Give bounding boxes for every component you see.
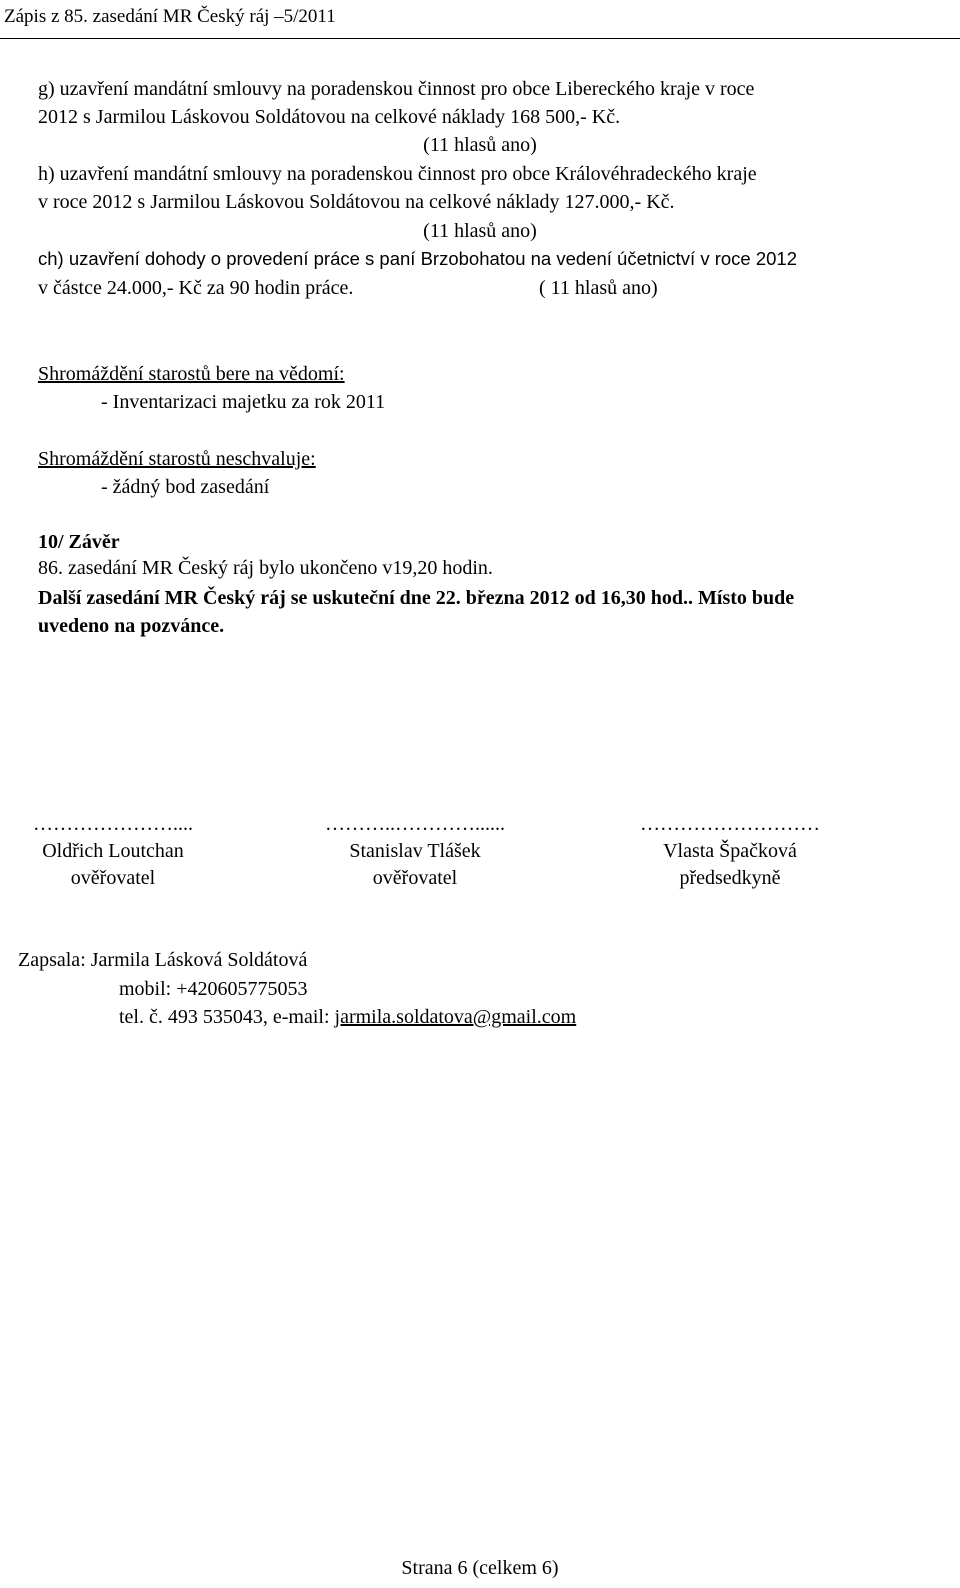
notes-item: - Inventarizaci majetku za rok 2011 <box>101 391 386 413</box>
conclusion-line3: uvedeno na pozvánce. <box>38 615 225 637</box>
rejects-item: - žádný bod zasedání <box>101 476 270 498</box>
signature-name-1: Oldřich Loutchan <box>42 840 184 862</box>
header-title: Zápis z 85. zasedání MR Český ráj –5/2011 <box>4 6 336 27</box>
signature-role-3: předsedkyně <box>679 867 781 889</box>
item-g-line2: 2012 s Jarmilou Láskovou Soldátovou na celkové náklady 168 500,- Kč. <box>38 106 621 128</box>
vote-h: (11 hlasů ano) <box>423 220 537 242</box>
signature-name-3: Vlasta Špačková <box>663 840 797 862</box>
signature-dots-3: ……………………… <box>640 813 820 835</box>
item-ch-line1: ch) uzavření dohody o provedení práce s paní Brzobohatou na vedení účetnictví v roce 2012 <box>38 248 797 269</box>
conclusion-line2: Další zasedání MR Český ráj se uskuteční dne 22. března 2012 od 16,30 hod.. Místo bude <box>38 587 795 609</box>
vote-g: (11 hlasů ano) <box>423 134 537 156</box>
page-footer: Strana 6 (celkem 6) <box>401 1557 559 1579</box>
notes-heading: Shromáždění starostů bere na vědomí: <box>38 363 345 385</box>
recorder-contact <box>119 1005 576 1029</box>
recorder-phone: tel. č. 493 535043, e-mail: <box>119 1006 330 1028</box>
conclusion-line1: 86. zasedání MR Český ráj bylo ukončeno v19,20 hodin. <box>38 557 493 579</box>
item-g-line1: g) uzavření mandátní smlouvy na poradenskou činnost pro obce Libereckého kraje v roce <box>38 78 755 100</box>
signature-role-1: ověřovatel <box>70 867 156 889</box>
conclusion-heading: 10/ Závěr <box>38 531 120 553</box>
recorder-mobile: mobil: +420605775053 <box>119 978 308 1000</box>
signature-dots-2: ………..…………...... <box>325 813 505 835</box>
signature-name-2: Stanislav Tlášek <box>349 840 481 862</box>
signature-role-2: ověřovatel <box>372 867 458 889</box>
item-ch-line2: v částce 24.000,- Kč za 90 hodin práce. <box>38 277 354 299</box>
page-header <box>0 0 960 39</box>
signature-dots-1: ………………….... <box>33 813 193 835</box>
rejects-heading: Shromáždění starostů neschvaluje: <box>38 448 316 470</box>
vote-ch: ( 11 hlasů ano) <box>539 277 658 299</box>
email-link[interactable]: jarmila.soldatova@gmail.com <box>334 1006 577 1028</box>
item-h-line1: h) uzavření mandátní smlouvy na poradenskou činnost pro obce Královéhradeckého kraje <box>38 163 757 185</box>
recorder-line1: Zapsala: Jarmila Lásková Soldátová <box>18 949 308 971</box>
item-h-line2: v roce 2012 s Jarmilou Láskovou Soldátovou na celkové náklady 127.000,- Kč. <box>38 191 675 213</box>
